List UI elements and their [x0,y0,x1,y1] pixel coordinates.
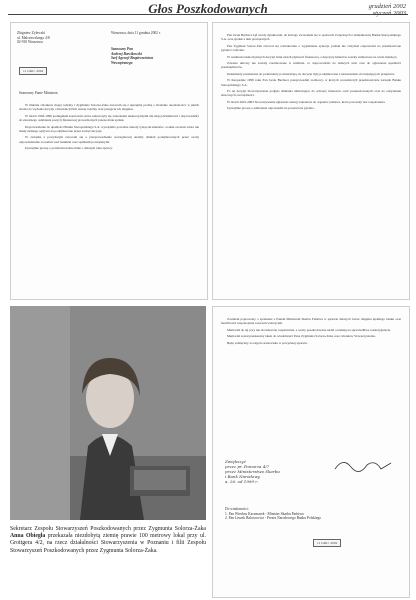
letter-paragraph: Memoriał do tej pory nie doczekał się rozpatrzenia, a osoby poszkodowane nadal oczekują na sprawiedliwe rozstrzygnięcie. [227,327,391,332]
letter-paragraph: Pan Zygmunt Solorz-Żak zwracał się wielokrotnie o wyjaśnienie sytuacji, jednak nie otrzymał odpowiedzi na przedstawione pytania i wnioski. [221,43,401,53]
receipt-stamp: 11 GRU. 2002 [313,539,341,547]
issue-date [369,3,406,17]
signature [333,455,393,475]
recipient-line: Andrzej Barcikowski [111,51,142,56]
greeting: Szanowny Panie Ministrze, [19,91,59,95]
place-date: Warszawa, dnia 11 grudnia 2002 r. [111,31,161,35]
letter-paragraph: Memoriał został przekazany także do wiadomości Pana Zygmunta Solorza-Żaka oraz członków Stowarzyszenia. [227,334,376,339]
cc-item: 1. Pan Wiesław Kaczmarek - Minister Skarbu Państwa [225,511,304,516]
portrait-image [10,306,206,520]
recipient-line: Szef Agencji Bezpieczeństwa [111,56,154,61]
letter-paragraph: Doprowadzenie do upadłości Banku Staropolskiego S.A. wyrządziło poważne szkody tysiącom klientów, a także osobom, które nie miały żadnego wpływu na podejmowane przez zarząd decyzje. [19,124,199,134]
handwritten-line: Zwiększyć [225,459,246,464]
letter-paragraph: W latach 2001-2002 Stowarzyszenie zgłaszało szereg wniosków do organów państwa, które pozostały bez rozpatrzenia. [227,99,386,104]
letter-paragraph: W latach 1994-1996 podlegałem kontrolom, które zakończyły się wnioskami niekorzystnymi dla mojej działalności i doprowadziły do znacznego osłabienia pozycji finansowej prowadzonych przeze mnie spółek. [19,113,199,123]
sender-line: 02-910 Warszawa [17,40,43,45]
portrait-photo [10,306,206,520]
letter-paragraph: Dokumenty przekazane do prokuratury potwierdzają, że decyzje były podejmowane z naruszeniem obowiązujących przepisów. [227,71,396,76]
letter-page-right [212,22,410,300]
sender-address [17,31,50,45]
issue-date-line-2: styczeń 2003 [372,10,406,17]
caption-person-name: Anna Obiegła [10,533,46,540]
letter-paragraph: Po tej decyzji Stowarzyszenie podjęło działania zmierzające do ochrony interesów osób poszkodowanych oraz do odzyskania utraconych oszczędności. [221,89,401,98]
cc-list [225,507,321,521]
handwritten-line: i Bank Narodowy [225,474,261,479]
letter-paragraph: W związku z powyższym zwracam się o przeprowadzenie szczegółowej analizy działań podejmowanych przez osoby odpowiedzialne za nadzór nad bankiem oraz spółkami powiązanymi. [19,135,199,144]
handwritten-line: a. 26. od 1999 r. [225,479,258,484]
letter-body [221,317,401,347]
handwritten-line: przez pr. Pomorza 4/7 [225,464,270,469]
letter-page-bottom [212,306,410,598]
page-title: Głos Poszkodowanych [148,1,268,16]
photo-caption: Sekretarz Zespołu Stowarzyszeń Poszkodowanych przez Zygmunta Solorza-Żaka Anna Obiegła przekazała niezdobytą ziemię prawie 100 metrowy lokal przy ul. Grottgera 4/2, na rzecz działalności Stowarzyszenia w Poznaniu i filii Zespołu Stowarzyszeń Poszkodowanych przez Zygmunta Solorza-Żaka. [10,526,206,554]
issue-date-line-1: grudzień 2002 [368,3,406,10]
handwritten-note [225,459,280,484]
letter-paragraph: W listopadzie 1998 roku Pan Jacek Buchacz przeprowadził rozmowy, w których uczestniczyli przedstawiciele zarządu Banku Staropolskiego S.A. [221,78,401,87]
letter-paragraph: Będę wdzięczny za zajęcie stanowiska w powyższej sprawie. [227,340,308,345]
letter-paragraph: W imieniu członków mojej rodziny i Zygmunta Solorza-Żaka zwracam się z uprzejmą prośbą o zbadanie okoliczności, w jakich doszło do wydania decyzji o likwidacji firm naszej rodziny oraz przejęcia ich majątku. [19,103,199,112]
letter-body [19,103,199,153]
letter-paragraph: Pan Jacek Buchacz był wtedy dyrektorem, do którego zwracałem się w sprawach związanych z działalnością Banku Staropolskiego S.A. oraz spółek z nim powiązanych. [221,33,401,42]
recipient-line: Wewnętrznego [111,60,133,65]
letter-paragraph: Uprzejmie proszę o poinformowanie mnie o dalszym toku sprawy. [25,146,113,151]
letter-paragraph: Zostałem poproszony o spotkanie z Panem Ministrem Skarbu Państwa w sprawie dalszych losów majątku upadłego banku oraz możliwości zaspokojenia roszczeń wierzycieli. [221,317,401,326]
cc-item: 2. Pan Leszek Balcerowicz - Prezes Narodowego Banku Polskiego [225,516,322,521]
recipient-line: Szanowny Pan [111,47,133,51]
sender-line: ul. Malczewskiego 4/8 [17,35,50,40]
letter-paragraph: W rezultacie niekorzystnych decyzji bank utracił płynność finansową, a depozyty klientów zostały zamrożone na wiele miesięcy. [227,54,398,59]
letter-paragraph: Zawarte umowy nie zostały zrealizowane w terminie, co doprowadziło do dalszych strat oraz do ogłoszenia upadłości przedsiębiorstw. [221,61,401,70]
recipient-address [111,47,153,65]
letter-page-left [10,22,208,300]
letter-paragraph: Uprzejmie proszę o udzielenie odpowiedzi na postawione pytania. [227,106,315,111]
handwritten-line: przez Ministerstwo Skarbu [225,469,280,474]
sender-line: Zbigniew Zylewski [17,31,46,35]
letter-body [221,33,401,113]
receipt-stamp: 11 GRU. 2002 [19,67,47,75]
cc-title: Do wiadomości: [225,507,249,511]
